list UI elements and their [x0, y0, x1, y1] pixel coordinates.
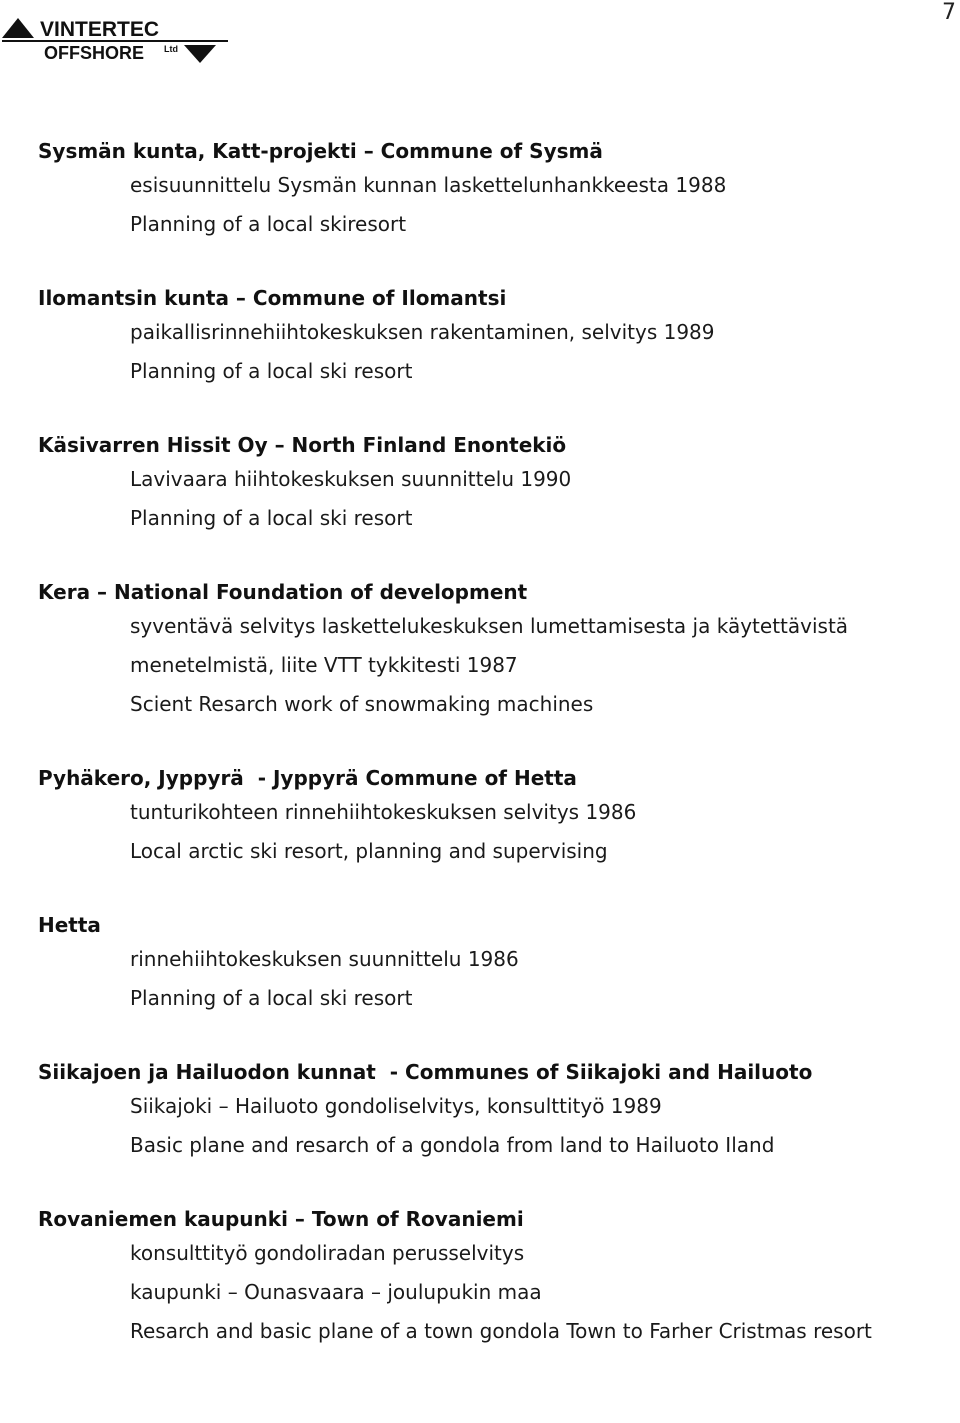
entry-line: Siikajoki – Hailuoto gondoliselvitys, konsulttityö 1989	[130, 1094, 662, 1118]
entry-heading: Hetta	[38, 913, 101, 937]
entry-line: kaupunki – Ounasvaara – joulupukin maa	[130, 1280, 542, 1304]
reference-entry	[38, 1204, 953, 1351]
entry-line: Scient Resarch work of snowmaking machines	[130, 692, 594, 716]
company-logo	[0, 12, 232, 64]
entry-line: Planning of a local ski resort	[130, 506, 413, 530]
entry-heading: Kera – National Foundation of development	[38, 580, 528, 604]
entry-heading: Pyhäkero, Jyppyrä - Jyppyrä Commune of Hetta	[38, 766, 577, 790]
reference-list	[38, 136, 953, 1390]
entry-heading: Ilomantsin kunta – Commune of Ilomantsi	[38, 286, 507, 310]
logo-triangle-up-icon	[2, 18, 34, 38]
entry-heading: Käsivarren Hissit Oy – North Finland Enontekiö	[38, 433, 567, 457]
entry-line: Local arctic ski resort, planning and supervising	[130, 839, 608, 863]
logo-text-line2: OFFSHORE	[44, 43, 145, 63]
logo-triangle-down-icon	[184, 45, 216, 63]
page-number: 7	[942, 0, 956, 25]
entry-line: rinnehiihtokeskuksen suunnittelu 1986	[130, 947, 519, 971]
reference-entry	[38, 283, 953, 391]
entry-line: Planning of a local ski resort	[130, 986, 413, 1010]
entry-line: konsulttityö gondoliradan perusselvitys	[130, 1241, 525, 1265]
entry-line: Basic plane and resarch of a gondola from land to Hailuoto Iland	[130, 1133, 775, 1157]
entry-line: Planning of a local ski resort	[130, 359, 413, 383]
reference-entry	[38, 430, 953, 538]
entry-line: esisuunnittelu Sysmän kunnan laskettelunhankkeesta 1988	[130, 173, 727, 197]
entry-line: menetelmistä, liite VTT tykkitesti 1987	[130, 653, 518, 677]
entry-line: Resarch and basic plane of a town gondola Town to Farher Cristmas resort	[130, 1319, 872, 1343]
entry-line: Lavivaara hiihtokeskuksen suunnittelu 1990	[130, 467, 572, 491]
logo-suffix: Ltd	[164, 44, 178, 54]
logo-text-line1: VINTERTEC	[40, 18, 160, 41]
entry-line: syventävä selvitys laskettelukeskuksen lumettamisesta ja käytettävistä	[130, 614, 849, 638]
entry-heading: Sysmän kunta, Katt-projekti – Commune of Sysmä	[38, 139, 603, 163]
entry-heading: Siikajoen ja Hailuodon kunnat - Communes of Siikajoki and Hailuoto	[38, 1060, 813, 1084]
reference-entry	[38, 763, 953, 871]
reference-entry	[38, 1057, 953, 1165]
entry-heading: Rovaniemen kaupunki – Town of Rovaniemi	[38, 1207, 524, 1231]
entry-line: Planning of a local skiresort	[130, 212, 407, 236]
reference-entry	[38, 577, 953, 724]
reference-entry	[38, 136, 953, 244]
reference-entry	[38, 910, 953, 1018]
entry-line: tunturikohteen rinnehiihtokeskuksen selvitys 1986	[130, 800, 637, 824]
entry-line: paikallisrinnehiihtokeskuksen rakentaminen, selvitys 1989	[130, 320, 715, 344]
